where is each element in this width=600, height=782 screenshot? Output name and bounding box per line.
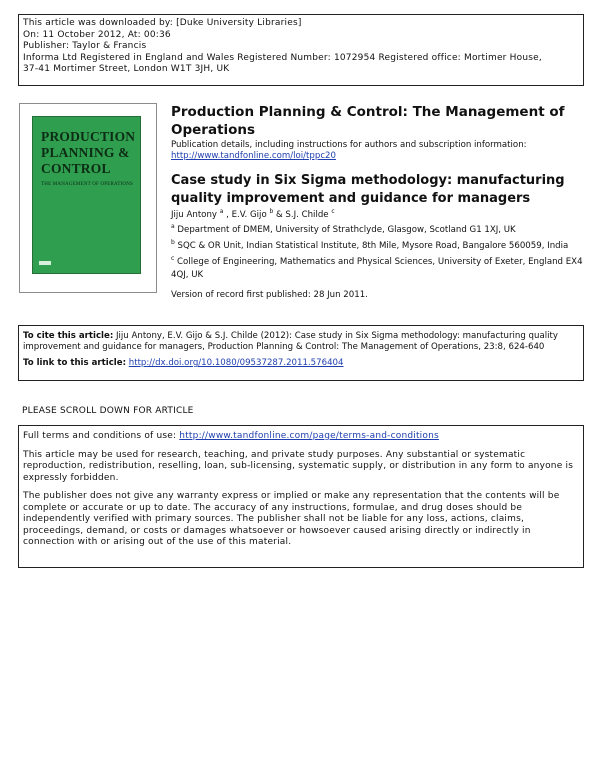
author-name: E.V. Gijo xyxy=(231,210,267,220)
download-line: On: 11 October 2012, At: 00:36 xyxy=(23,29,171,40)
affiliation xyxy=(171,240,591,253)
scroll-notice: PLEASE SCROLL DOWN FOR ARTICLE xyxy=(22,406,194,416)
full-terms-line xyxy=(23,431,575,443)
download-line: Informa Ltd Registered in England and Wales Registered Number: 1072954 Registered office: Mortimer House, xyxy=(23,52,542,63)
author-name: Jiju Antony xyxy=(171,210,217,220)
terms-paragraph: This article may be used for research, teaching, and private study purposes. Any substantial or systematic reproduction, redistribution, reselling, loan, sub-licensing, systematic supply, or distribution in any form to anyone is expressly forbidden. xyxy=(23,449,574,483)
publisher-logo-icon xyxy=(39,261,51,265)
author-sup: b xyxy=(269,208,274,215)
journal-link[interactable]: http://www.tandfonline.com/loi/tppc20 xyxy=(171,151,336,161)
journal-cover-panel xyxy=(32,116,141,274)
author-separator: , xyxy=(223,210,232,220)
affiliation xyxy=(171,224,591,237)
terms-box xyxy=(18,425,584,568)
affiliation-sup: a xyxy=(171,223,175,230)
cover-title-line: CONTROL xyxy=(41,161,111,176)
affiliation-text: SQC & OR Unit, Indian Statistical Institute, 8th Mile, Mysore Road, Bangalore 560059, India xyxy=(177,241,569,251)
journal-cover-subtitle: THE MANAGEMENT OF OPERATIONS xyxy=(41,182,134,187)
cite-label: To cite this article: xyxy=(23,331,114,341)
author-separator: & xyxy=(273,210,286,220)
journal-title: Production Planning & Control: The Management of Operations xyxy=(171,104,565,138)
affiliation-sup: c xyxy=(171,255,175,262)
full-terms-label: Full terms and conditions of use: xyxy=(23,431,177,441)
author-list xyxy=(171,210,591,221)
download-info-box xyxy=(18,14,584,86)
download-line: 37-41 Mortimer Street, London W1T 3JH, UK xyxy=(23,64,230,74)
terms-paragraph: The publisher does not give any warranty express or implied or make any representation that the contents will be complete or accurate or up to date. The accuracy of any instructions, formulae, and drug doses should be independently verified with primary sources. The publisher shall not be liable for any loss, actions, claims, proceedings, demand, or costs or damages whatsoever or howsoever caused arising directly or indirectly in connection with or arising out of the use of this material. xyxy=(23,491,560,547)
article-title: Case study in Six Sigma methodology: manufacturing quality improvement and guidance for managers xyxy=(171,173,565,206)
terms-link[interactable]: http://www.tandfonline.com/page/terms-and-conditions xyxy=(179,431,439,441)
affiliation-sup: b xyxy=(171,239,175,246)
download-line: This article was downloaded by: [Duke University Libraries] xyxy=(23,18,302,28)
author-sup: a xyxy=(219,208,224,215)
cover-title-line: PLANNING & xyxy=(41,145,130,160)
author-name: S.J. Childe xyxy=(285,210,329,220)
author-sup: c xyxy=(331,208,335,215)
citation-box xyxy=(18,325,584,381)
citation-line xyxy=(23,331,575,353)
affiliation xyxy=(171,256,591,281)
doi-link[interactable]: http://dx.doi.org/10.1080/09537287.2011.576404 xyxy=(128,358,344,368)
cite-text: Jiju Antony, E.V. Gijo & S.J. Childe (2012): Case study in Six Sigma methodology: manufacturing quality improvement and guidance for managers, Production Planning & Control: The Management of Operations, 23:8, 624-640 xyxy=(23,331,558,352)
publication-details xyxy=(171,140,581,162)
publication-details-label: Publication details, including instructions for authors and subscription information: xyxy=(171,140,527,150)
cover-title-line: PRODUCTION xyxy=(41,129,136,144)
link-label: To link to this article: xyxy=(23,358,127,368)
download-line: Publisher: Taylor & Francis xyxy=(23,41,147,51)
affiliation-text: Department of DMEM, University of Strathclyde, Glasgow, Scotland G1 1XJ, UK xyxy=(177,225,516,235)
journal-cover-title xyxy=(41,129,135,177)
link-line xyxy=(23,358,579,369)
journal-cover-image xyxy=(19,103,157,293)
affiliation-text: College of Engineering, Mathematics and Physical Sciences, University of Exeter, England EX4 4QJ, UK xyxy=(171,257,583,280)
version-of-record: Version of record first published: 28 Jun 2011. xyxy=(171,290,368,300)
